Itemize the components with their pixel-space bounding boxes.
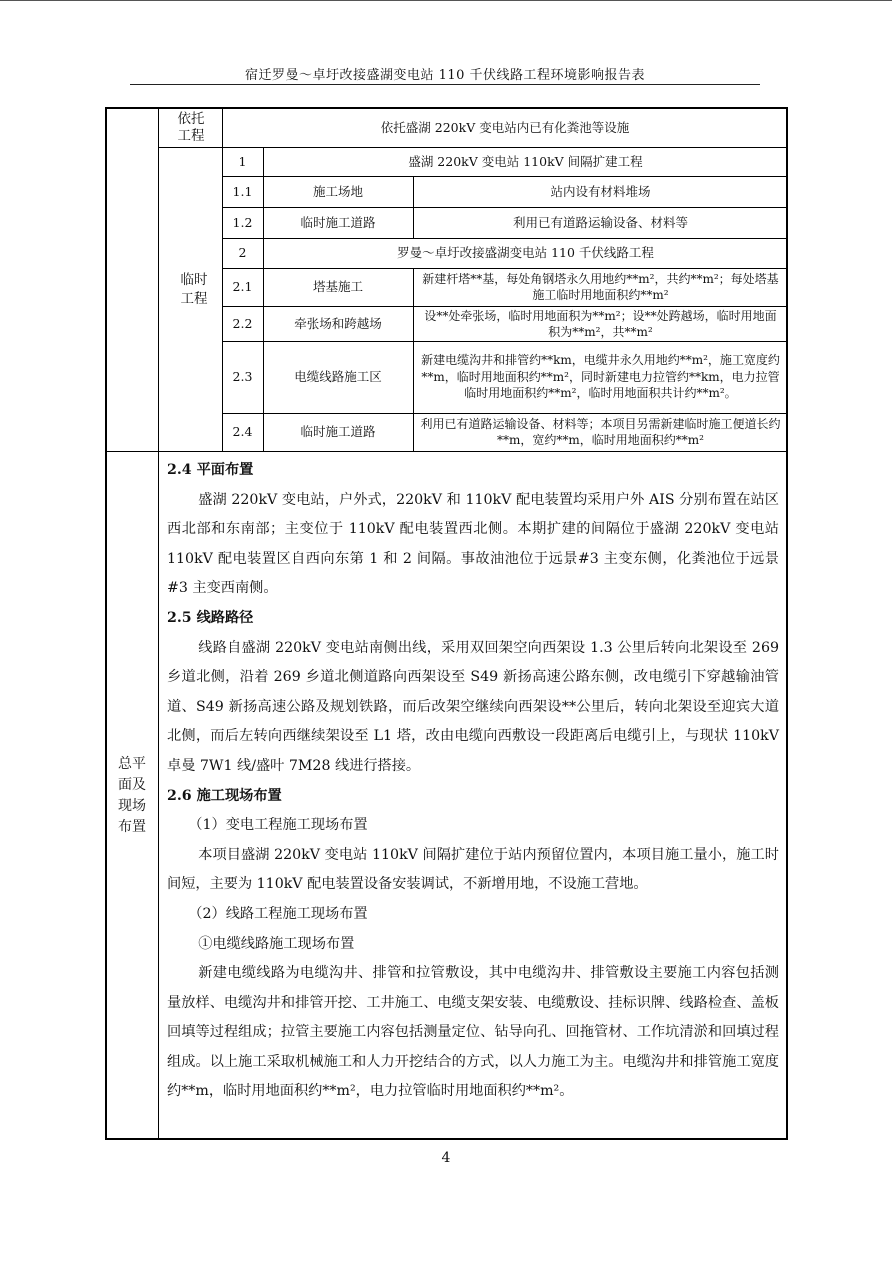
table-divider: [105, 451, 788, 452]
paragraph-cable: 新建电缆线路为电缆沟井、排管和拉管敷设，其中电缆沟井、排管敷设主要施工内容包括测量放样、电缆沟井和排管开挖、工井施工、电缆支架安装、电缆敷设、挂标识牌、线路检查、盖板回填等过程组成；拉管主要施工内容包括测量定位、钻导向孔、回拖管材、工作坑清淤和回填过程组成。以上施工采取机械施工和人力开挖结合的方式，以人力施工为主。电缆沟井和排管施工宽度约**m，临时用地面积约**m²，电力拉管临时用地面积约**m²。: [167, 965, 779, 1100]
row-content: 盛湖 220kV 变电站 110kV 间隔扩建工程: [408, 153, 643, 169]
row-content: 新建电缆沟井和排管约**km，电缆井永久用地约**m²，施工宽度约**m，临时用地面积约**m²，同时新建电力拉管约**km，电力拉管临时用地面积约**m²，临时用地面积共计约**m²。: [421, 353, 780, 401]
row-no: 1: [238, 153, 247, 169]
row-content: 站内设有材料堆场: [550, 183, 651, 199]
row-no: 2.2: [232, 315, 253, 331]
row-content: 新建杆塔**基，每处角钢塔永久用地约**m²，共约**m²；每处塔基施工临时用地面积约**m²: [422, 272, 779, 302]
top-border-line: [0, 0, 892, 1]
row-name: 塔基施工: [312, 279, 363, 294]
row-name: 临时施工道路: [300, 424, 376, 439]
row-name: 临时施工道路: [300, 214, 376, 230]
row-no: 2.3: [232, 369, 253, 384]
row-content: 罗曼～卓圩改接盛湖变电站 110 千伏线路工程: [397, 245, 654, 260]
row-no: 2.4: [232, 424, 253, 439]
row-content: 设**处牵张场，临时用地面积为**m²；设**处跨越场，临时用地面积为**m²，共**m²: [424, 308, 777, 339]
subheading-cable: ①电缆线路施工现场布置: [198, 935, 355, 952]
side-label-layout: 总平 面及 现场 布置: [118, 756, 146, 835]
row-no: 2.1: [232, 279, 253, 294]
table-divider: [158, 107, 159, 1140]
row-content: 利用已有道路运输设备、材料等；本项目另需新建临时施工便道长约**m，宽约**m，临时用地面积约**m²: [420, 417, 781, 447]
layout-section-body: [167, 456, 779, 1107]
heading-2-5: 2.5 线路路径: [167, 609, 254, 626]
row-name: 牵张场和跨越场: [294, 315, 382, 331]
heading-2-4: 2.4 平面布置: [167, 462, 254, 478]
yituo-content: 依托盛湖 220kV 变电站内已有化粪池等设施: [380, 119, 630, 135]
linshi-label: 临时 工程: [180, 272, 208, 307]
row-no: 1.2: [232, 214, 253, 230]
yituo-label: 依托 工程: [177, 110, 205, 144]
paragraph-2-5: 线路自盛湖 220kV 变电站南侧出线，采用双回架空向西架设 1.3 公里后转向北架设至 269 乡道北侧，沿着 269 乡道北侧道路向西架设至 S49 新扬高速公路东侧，改电缆引下穿越输油管道、S49 新扬高速公路及规划铁路，而后改架空继续向西架设**公里后，转向北架设至迎宾大道北侧，而后左转向西继续架设至 L1 塔，改由电缆向西敷设一段距离后电缆引上，与现状 110kV 卓曼 7W1 线/盛叶 7M28 线进行搭接。: [167, 639, 779, 774]
heading-2-6: 2.6 施工现场布置: [167, 787, 282, 804]
subheading-substation: （1）变电工程施工现场布置: [188, 817, 368, 834]
row-no: 1.1: [232, 183, 253, 199]
page-number: 4: [441, 1150, 451, 1166]
row-name: 施工场地: [312, 183, 363, 199]
paragraph-substation: 本项目盛湖 220kV 变电站 110kV 间隔扩建位于站内预留位置内，本项目施工量小，施工时间短，主要为 110kV 配电装置设备安装调试，不新增用地，不设施工营地。: [167, 846, 779, 893]
paragraph-2-4: 盛湖 220kV 变电站，户外式，220kV 和 110kV 配电装置均采用户外 AIS 分别布置在站区西北部和东南部；主变位于 110kV 配电装置西北侧。本期扩建的间隔位于盛湖 220kV 变电站 110kV 配电装置区自西向东第 1 和 2 间隔。事故油池位于远景#3 主变东侧，化粪池位于远景#3 主变西南侧。: [167, 491, 779, 597]
row-name: 电缆线路施工区: [294, 369, 382, 384]
row-no: 2: [238, 245, 247, 260]
header-rule: [130, 84, 760, 85]
page-header-title: 宿迁罗曼～卓圩改接盛湖变电站 110 千伏线路工程环境影响报告表: [244, 68, 646, 83]
row-content: 利用已有道路运输设备、材料等: [512, 214, 688, 230]
subheading-line: （2）线路工程施工现场布置: [188, 905, 368, 922]
